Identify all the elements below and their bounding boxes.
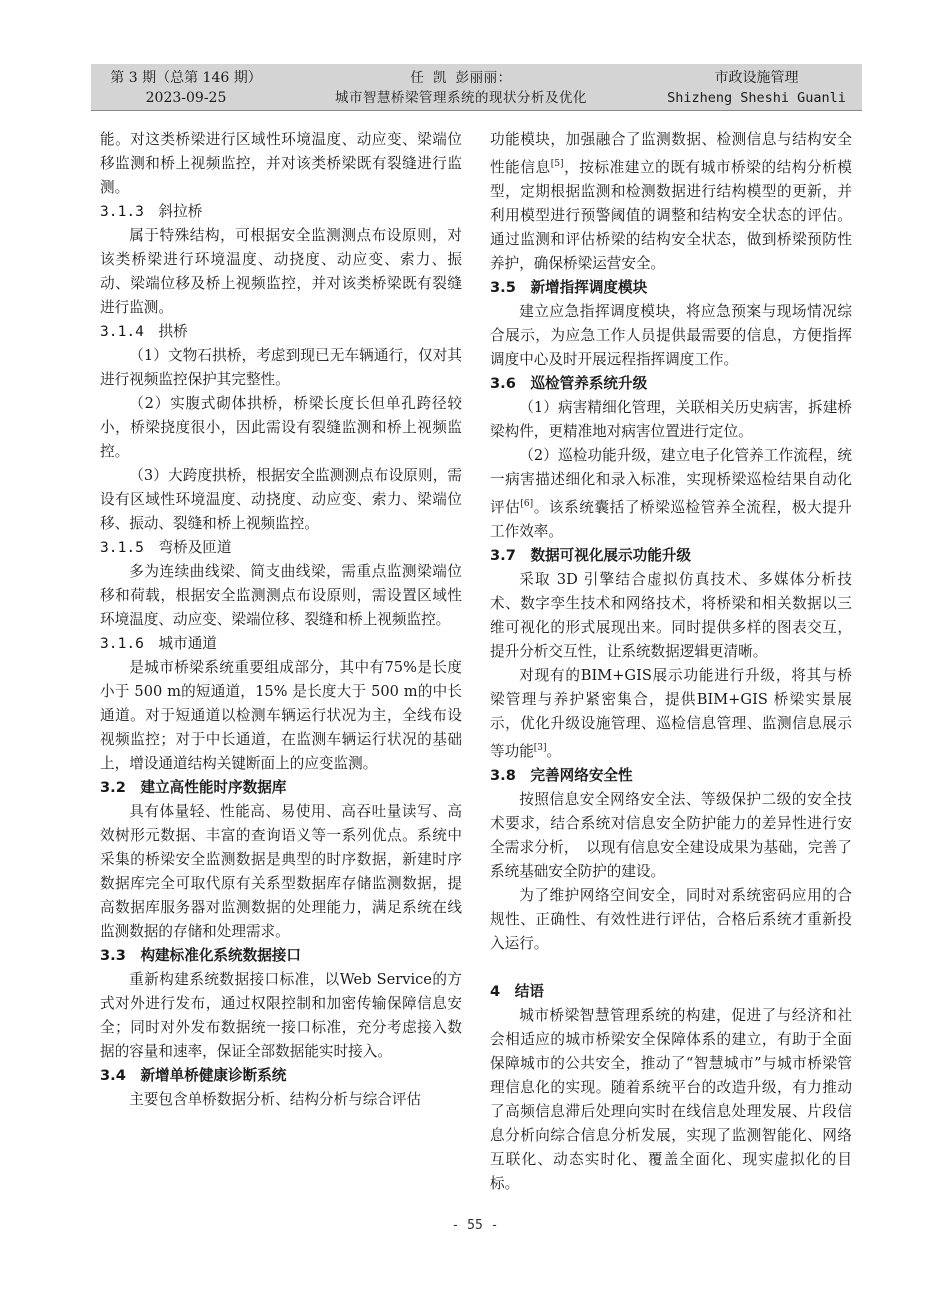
paragraph-text: 。: [546, 742, 562, 760]
section-heading: 3.8 完善网络安全性: [490, 766, 633, 784]
paragraph: 建立应急指挥调度模块，将应急预案与现场情况综合展示，为应急工作人员提供最需要的信息，方便指挥调度中心及时开展远程指挥调度工作。: [490, 302, 852, 368]
paragraph-text: （2）巡检功能升级，建立电子化管养工作流程，统一病害描述细化和录入标准，实现桥梁巡检结果自动化评估: [490, 446, 852, 516]
paragraph: 城市桥梁智慧管理系统的构建，促进了与经济和社会相适应的城市桥梁安全保障体系的建立，有助于全面保障城市的公共安全，推动了“智慧城市”与城市桥梁管理信息化的实现。随着系统平台的改造升级，有力推动了高频信息滞后处理向实时在线信息处理发展、片段信息分析向综合信息分析发展，实现了监测智能化、网络互联化、动态实时化、覆盖全面化、现实虚拟化的目标。: [490, 1006, 852, 1192]
paragraph: [490, 444, 852, 544]
paragraph-text: 。该系统囊括了桥梁巡检管养全流程，极大提升工作效率。: [490, 498, 852, 540]
paragraph: 属于特殊结构，可根据安全监测测点布设原则，对该类桥梁进行环境温度、动挠度、动应变、索力、振动、梁端位移及桥上视频监控，并对该类桥梁既有裂缝进行监测。: [100, 227, 462, 316]
paragraph: 是城市桥梁系统重要组成部分，其中有75%是长度小于 500 m的短通道，15% 是长度大于 500 m的中长通道。对于短通道以检测车辆运行状况为主，全线布设视频监控；对于中长通道，在监测车辆运行状况的基础上，增设通道结构关键断面上的应变监测。: [100, 659, 462, 772]
paragraph: [490, 128, 852, 276]
subsection-heading: 3.1.4 拱桥: [100, 323, 188, 340]
article-info: [291, 68, 631, 108]
paragraph: （1）文物石拱桥，考虑到现已无车辆通行，仅对其进行视频监控保护其完整性。: [100, 347, 462, 388]
citation: [6]: [520, 498, 534, 509]
spacer: [490, 956, 852, 980]
section-heading: 3.5 新增指挥调度模块: [490, 278, 648, 296]
journal-name-en: Shizheng Sheshi Guanli: [667, 90, 846, 106]
journal-info: [651, 68, 862, 108]
section-heading: 3.6 巡检管养系统升级: [490, 374, 648, 392]
paragraph-text: ，按标准建立的既有城市桥梁的结构分析模型，定期根据监测和检测数据进行结构模型的更新，并利用模型进行预警阈值的调整和结构安全状态的评估。通过监测和评估桥梁的结构安全状态，做到桥梁预防性养护，确保桥梁运营安全。: [490, 158, 852, 272]
journal-name-cn: 市政设施管理: [714, 70, 799, 86]
paragraph: 主要包含单桥数据分析、结构分析与综合评估: [129, 1091, 422, 1108]
paragraph: 采取 3D 引擎结合虚拟仿真技术、多媒体分析技术、数字孪生技术和网络技术，将桥梁和相关数据以三维可视化的形式展现出来。同时提供多样的图表交互，提升分析交互性，让系统数据逻辑更清晰。: [490, 570, 852, 660]
section-heading: 3.4 新增单桥健康诊断系统: [100, 1067, 287, 1084]
paragraph: （1）病害精细化管理，关联相关历史病害，拆建桥梁构件，更精准地对病害位置进行定位。: [490, 398, 852, 440]
running-header: [91, 64, 862, 111]
section-heading: 4 结语: [490, 982, 544, 1000]
paragraph: 为了维护网络空间安全，同时对系统密码应用的合规性、正确性、有效性进行评估，合格后系统才重新投入运行。: [490, 886, 852, 952]
paragraph: 能。对这类桥梁进行区域性环境温度、动应变、梁端位移监测和桥上视频监控，并对该类桥梁既有裂缝进行监测。: [100, 131, 462, 196]
paragraph: 按照信息安全网络安全法、等级保护二级的安全技术要求，结合系统对信息安全防护能力的差异性进行安全需求分析， 以现有信息安全建设成果为基础，完善了系统基础安全防护的建设。: [490, 790, 852, 880]
paragraph: （2）实腹式砌体拱桥，桥梁长度长但单孔跨径较小，桥梁挠度很小，因此需设有裂缝监测和桥上视频监控。: [100, 395, 462, 460]
issue-number: 第 3 期（总第 146 期）: [110, 70, 262, 86]
citation: [5]: [550, 159, 564, 169]
paragraph-text: 功能模块，加强融合了监测数据、检测信息与结构安全性能信息: [490, 131, 852, 176]
paragraph: 重新构建系统数据接口标准，以Web Service的方式对外进行发布，通过权限控制和加密传输保障信息安全；同时对外发布数据统一接口标准，充分考虑接入数据的容量和速率，保证全部数据能实时接入。: [100, 971, 462, 1060]
citation: [3]: [533, 742, 547, 753]
paragraph: [490, 664, 852, 764]
section-heading: 3.7 数据可视化展示功能升级: [490, 546, 691, 564]
paragraph-text: 对现有的BIM+GIS展示功能进行升级，将其与桥梁管理与养护紧密集合，提供BIM+GIS 桥梁实景展示，优化升级设施管理、巡检信息管理、监测信息展示等功能: [490, 666, 852, 760]
section-heading: 3.2 建立高性能时序数据库: [100, 779, 287, 796]
subsection-heading: 3.1.5 弯桥及匝道: [100, 539, 232, 556]
left-column: [100, 128, 462, 1112]
paragraph: 多为连续曲线梁、简支曲线梁，需重点监测梁端位移和荷载，根据安全监测测点布设原则，需设置区域性环境温度、动应变、梁端位移、裂缝和桥上视频监控。: [100, 563, 462, 628]
section-heading: 3.3 构建标准化系统数据接口: [100, 947, 301, 964]
header-authors: 任 凯 彭丽丽：: [410, 70, 512, 86]
issue-info: [91, 68, 281, 108]
page-number: - 55 -: [451, 1218, 499, 1233]
subsection-heading: 3.1.3 斜拉桥: [100, 203, 203, 220]
subsection-heading: 3.1.6 城市通道: [100, 635, 217, 652]
paragraph: 具有体量轻、性能高、易使用、高吞吐量读写、高效树形元数据、丰富的查询语义等一系列优点。系统中采集的桥梁安全监测数据是典型的时序数据，新建时序数据库完全可取代原有关系型数据库存储监测数据，提高数据库服务器对监测数据的处理能力，满足系统在线监测数据的存储和处理需求。: [100, 803, 462, 940]
header-article-title: 城市智慧桥梁管理系统的现状分析及优化: [335, 90, 587, 106]
issue-date: 2023-09-25: [145, 90, 227, 106]
paragraph: （3）大跨度拱桥，根据安全监测测点布设原则，需设有区域性环境温度、动挠度、动应变、索力、梁端位移、振动、裂缝和桥上视频监控。: [100, 467, 462, 532]
right-column: [490, 128, 852, 1196]
